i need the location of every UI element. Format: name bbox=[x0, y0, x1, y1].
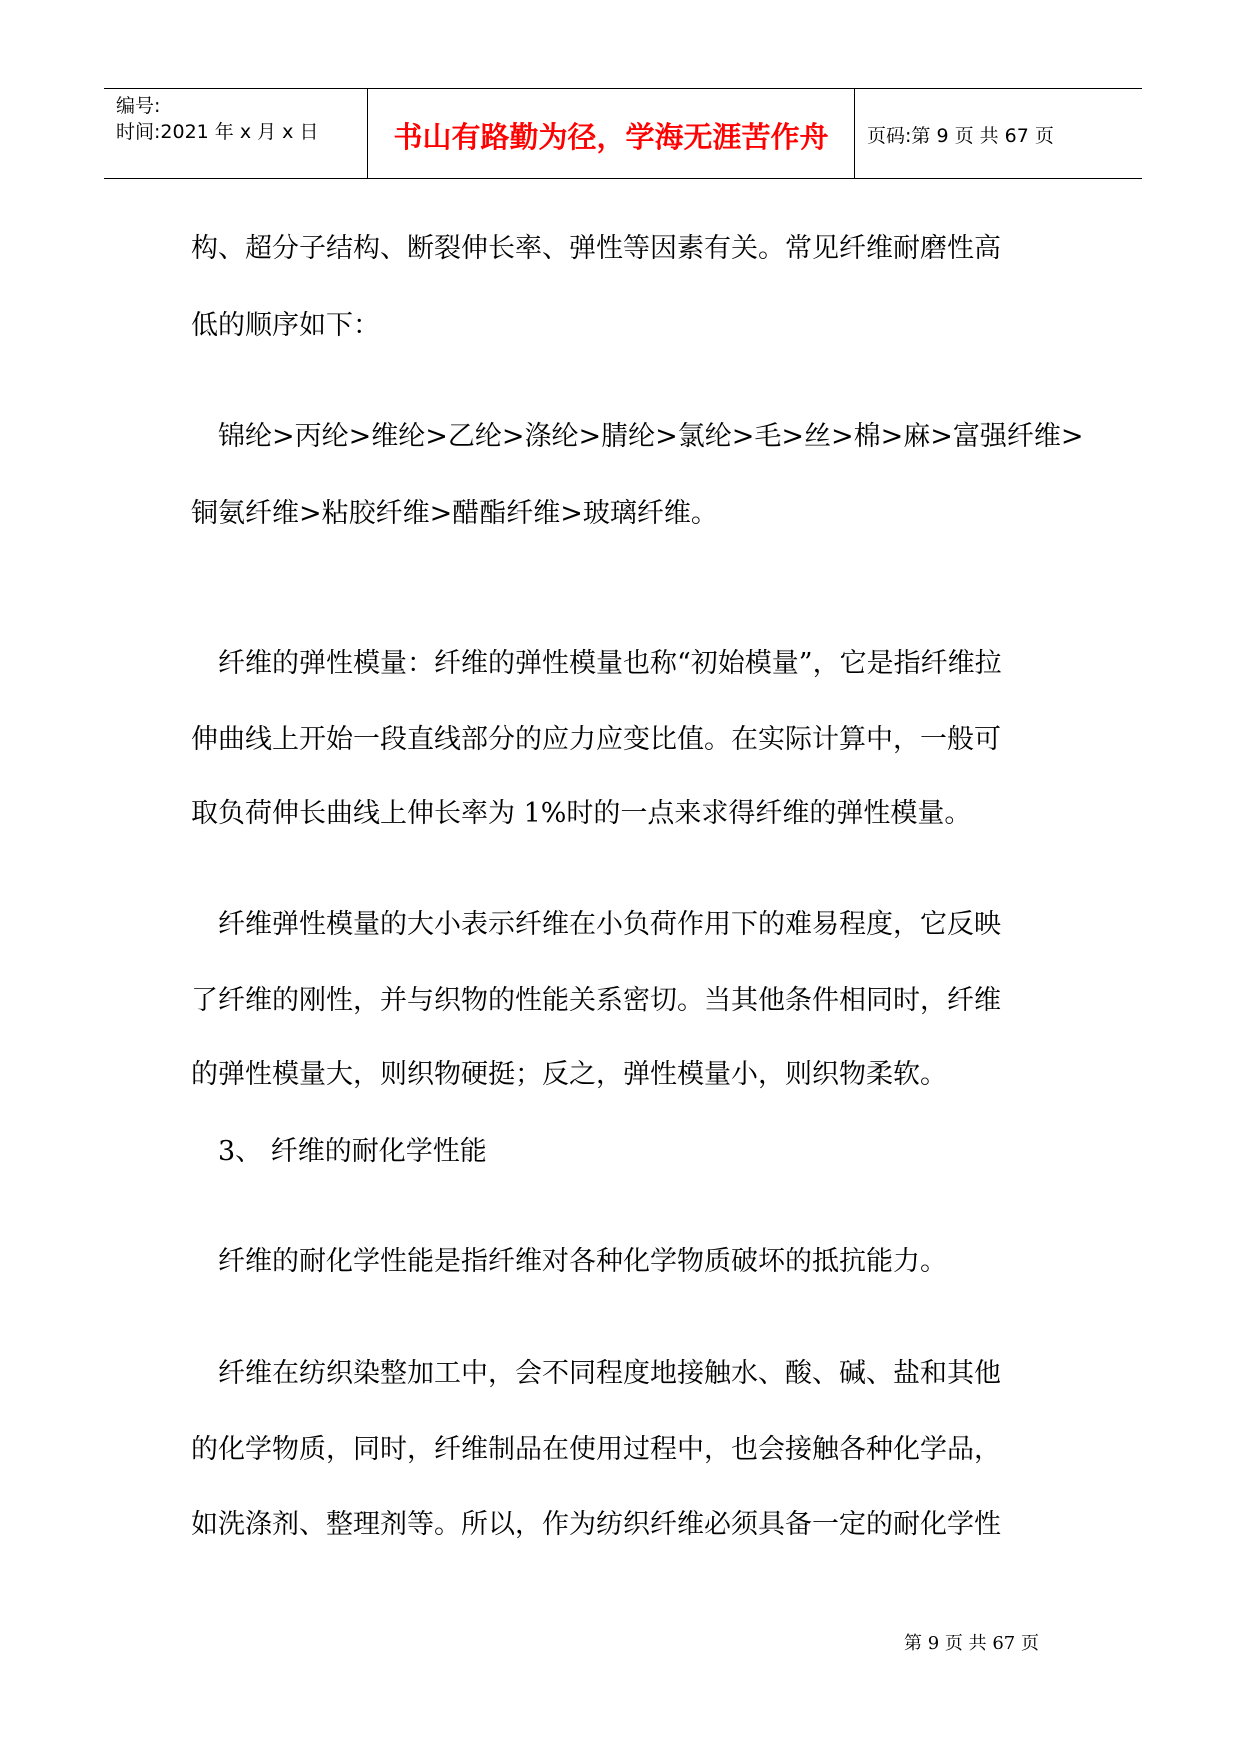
body-line: 锦纶>丙纶>维纶>乙纶>涤纶>腈纶>氯纶>毛>丝>棉>麻>富强纤维> bbox=[218, 421, 1084, 452]
page-header bbox=[104, 88, 1142, 179]
body-line: 了纤维的刚性，并与织物的性能关系密切。当其他条件相同时，纤维 bbox=[191, 985, 1001, 1016]
body-line: 纤维弹性模量的大小表示纤维在小负荷作用下的难易程度，它反映 bbox=[218, 909, 1001, 940]
page-footer: 第 9 页 共 67 页 bbox=[904, 1633, 1039, 1654]
body-line: 伸曲线上开始一段直线部分的应力应变比值。在实际计算中，一般可 bbox=[191, 724, 1001, 755]
body-line: 铜氨纤维>粘胶纤维>醋酯纤维>玻璃纤维。 bbox=[191, 498, 718, 529]
header-motto-cell bbox=[367, 89, 855, 178]
body-line: 构、超分子结构、断裂伸长率、弹性等因素有关。常见纤维耐磨性高 bbox=[191, 233, 1001, 264]
body-line: 取负荷伸长曲线上伸长率为 1%时的一点来求得纤维的弹性模量。 bbox=[191, 798, 972, 829]
serial-label: 编号: bbox=[116, 95, 161, 117]
body-line: 如洗涤剂、整理剂等。所以，作为纺织纤维必须具备一定的耐化学性 bbox=[191, 1509, 1001, 1540]
body-line: 纤维的耐化学性能是指纤维对各种化学物质破坏的抵抗能力。 bbox=[218, 1246, 947, 1277]
header-page-info: 页码:第 9 页 共 67 页 bbox=[867, 125, 1054, 147]
body-line: 的弹性模量大，则织物硬挺；反之，弹性模量小，则织物柔软。 bbox=[191, 1059, 947, 1090]
body-line: 低的顺序如下： bbox=[191, 310, 380, 341]
header-page-cell bbox=[855, 89, 1142, 178]
section-heading: 3、 纤维的耐化学性能 bbox=[218, 1136, 487, 1167]
date-line: 时间:2021 年 x 月 x 日 bbox=[116, 121, 319, 143]
body-line: 纤维在纺织染整加工中，会不同程度地接触水、酸、碱、盐和其他 bbox=[218, 1358, 1001, 1389]
motto: 书山有路勤为径，学海无涯苦作舟 bbox=[393, 120, 829, 154]
body-line: 纤维的弹性模量：纤维的弹性模量也称“初始模量”，它是指纤维拉 bbox=[218, 648, 1002, 679]
header-meta-cell bbox=[104, 89, 367, 178]
body-line: 的化学物质，同时，纤维制品在使用过程中，也会接触各种化学品， bbox=[191, 1434, 1001, 1465]
